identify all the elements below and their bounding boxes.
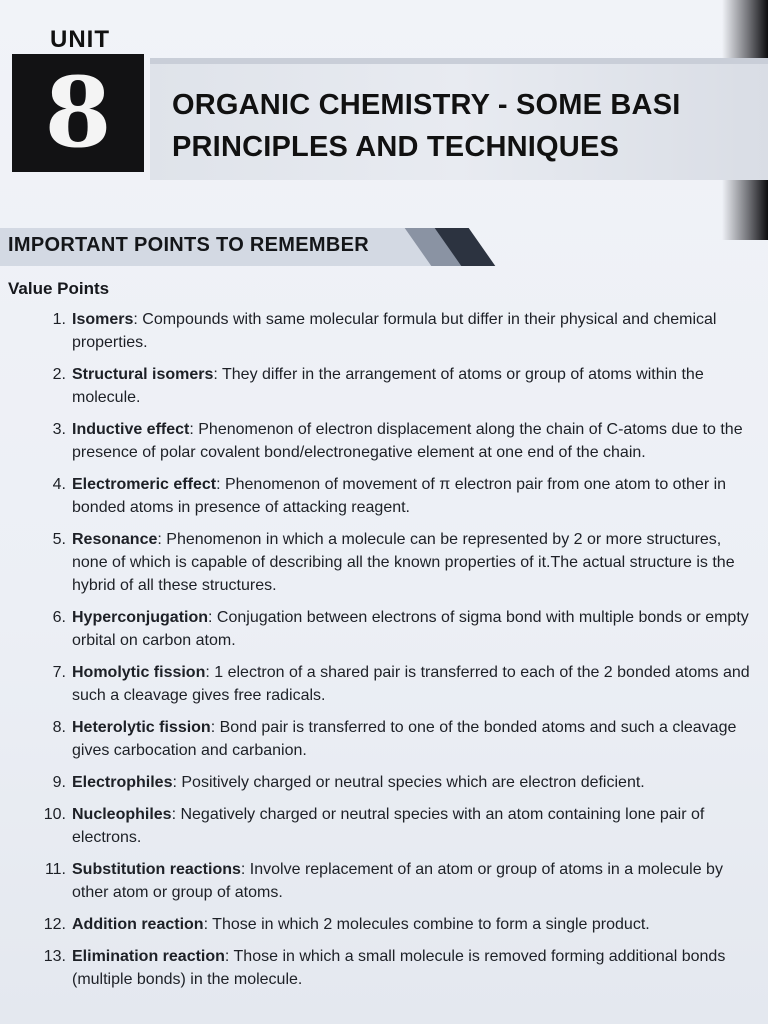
item-term: Substitution reactions <box>72 861 241 878</box>
item-term: Addition reaction <box>72 916 204 933</box>
list-item <box>30 913 754 936</box>
list-item <box>30 661 754 707</box>
unit-label: UNIT <box>50 26 110 53</box>
item-definition: : Bond pair is transferred to one of the bonded atoms and such a cleavage gives carbocation and carbanion. <box>72 719 737 759</box>
chapter-title-line-1: ORGANIC CHEMISTRY - SOME BASI <box>172 89 681 121</box>
item-definition: : Phenomenon of movement of π electron pair from one atom to other in bonded atoms in presence of attacking reagent. <box>72 476 727 516</box>
item-definition: : Conjugation between electrons of sigma bond with multiple bonds or empty orbital on carbon atom. <box>72 609 749 649</box>
chapter-title-line-2: PRINCIPLES AND TECHNIQUES <box>172 131 620 163</box>
item-definition: : Positively charged or neutral species which are electron deficient. <box>172 774 645 791</box>
item-term: Hyperconjugation <box>72 609 209 626</box>
item-number: 2. <box>52 366 66 383</box>
item-term: Electromeric effect <box>72 476 217 493</box>
item-number: 12. <box>43 916 66 933</box>
value-points-subheading: Value Points <box>8 279 110 298</box>
list-item <box>30 418 754 464</box>
chapter-title <box>172 84 768 168</box>
item-term: Structural isomers <box>72 366 214 383</box>
item-term: Elimination reaction <box>72 948 225 965</box>
item-definition: : They differ in the arrangement of atoms or group of atoms within the molecule. <box>72 366 704 406</box>
item-definition: : Those in which a small molecule is removed forming additional bonds (multiple bonds) in the molecule. <box>72 948 726 988</box>
value-points-list <box>30 308 754 1000</box>
item-number: 10. <box>43 806 66 823</box>
list-item <box>30 473 754 519</box>
item-definition: : Compounds with same molecular formula but differ in their physical and chemical properties. <box>72 311 717 351</box>
item-number: 7. <box>52 664 66 681</box>
item-number: 8. <box>52 719 66 736</box>
list-item <box>30 803 754 849</box>
item-number: 11. <box>44 861 66 878</box>
item-term: Homolytic fission <box>72 664 206 681</box>
item-term: Resonance <box>72 531 158 548</box>
item-number: 13. <box>43 948 66 965</box>
section-heading: IMPORTANT POINTS TO REMEMBER <box>8 234 369 256</box>
list-item <box>30 858 754 904</box>
list-item <box>30 606 754 652</box>
list-item <box>30 528 754 597</box>
list-item <box>30 945 754 991</box>
item-term: Inductive effect <box>72 421 190 438</box>
item-definition: : Phenomenon in which a molecule can be represented by 2 or more structures, none of which is capable of describing all the known properties of it.The actual structure is the hybrid of all these structures. <box>72 531 735 594</box>
item-term: Isomers <box>72 311 134 328</box>
item-definition: : Negatively charged or neutral species with an atom containing lone pair of electrons. <box>72 806 705 846</box>
item-definition: : Involve replacement of an atom or group of atoms in a molecule by other atom or group of atoms. <box>72 861 723 901</box>
list-item <box>30 716 754 762</box>
item-term: Nucleophiles <box>72 806 172 823</box>
item-number: 6. <box>52 609 66 626</box>
item-number: 4. <box>52 476 66 493</box>
list-item <box>30 771 754 794</box>
item-number: 9. <box>52 774 66 791</box>
unit-number: 8 <box>44 56 112 169</box>
unit-number-box <box>12 54 144 172</box>
item-definition: : 1 electron of a shared pair is transferred to each of the 2 bonded atoms and such a cleavage gives free radicals. <box>72 664 750 704</box>
item-definition: : Those in which 2 molecules combine to form a single product. <box>203 916 650 933</box>
item-term: Heterolytic fission <box>72 719 211 736</box>
item-term: Electrophiles <box>72 774 173 791</box>
list-item <box>30 308 754 354</box>
item-number: 5. <box>52 531 66 548</box>
item-number: 1. <box>52 311 66 328</box>
item-number: 3. <box>52 421 66 438</box>
item-definition: : Phenomenon of electron displacement along the chain of C-atoms due to the presence of polar covalent bond/electronegative element at one end of the chain. <box>72 421 743 461</box>
list-item <box>30 363 754 409</box>
